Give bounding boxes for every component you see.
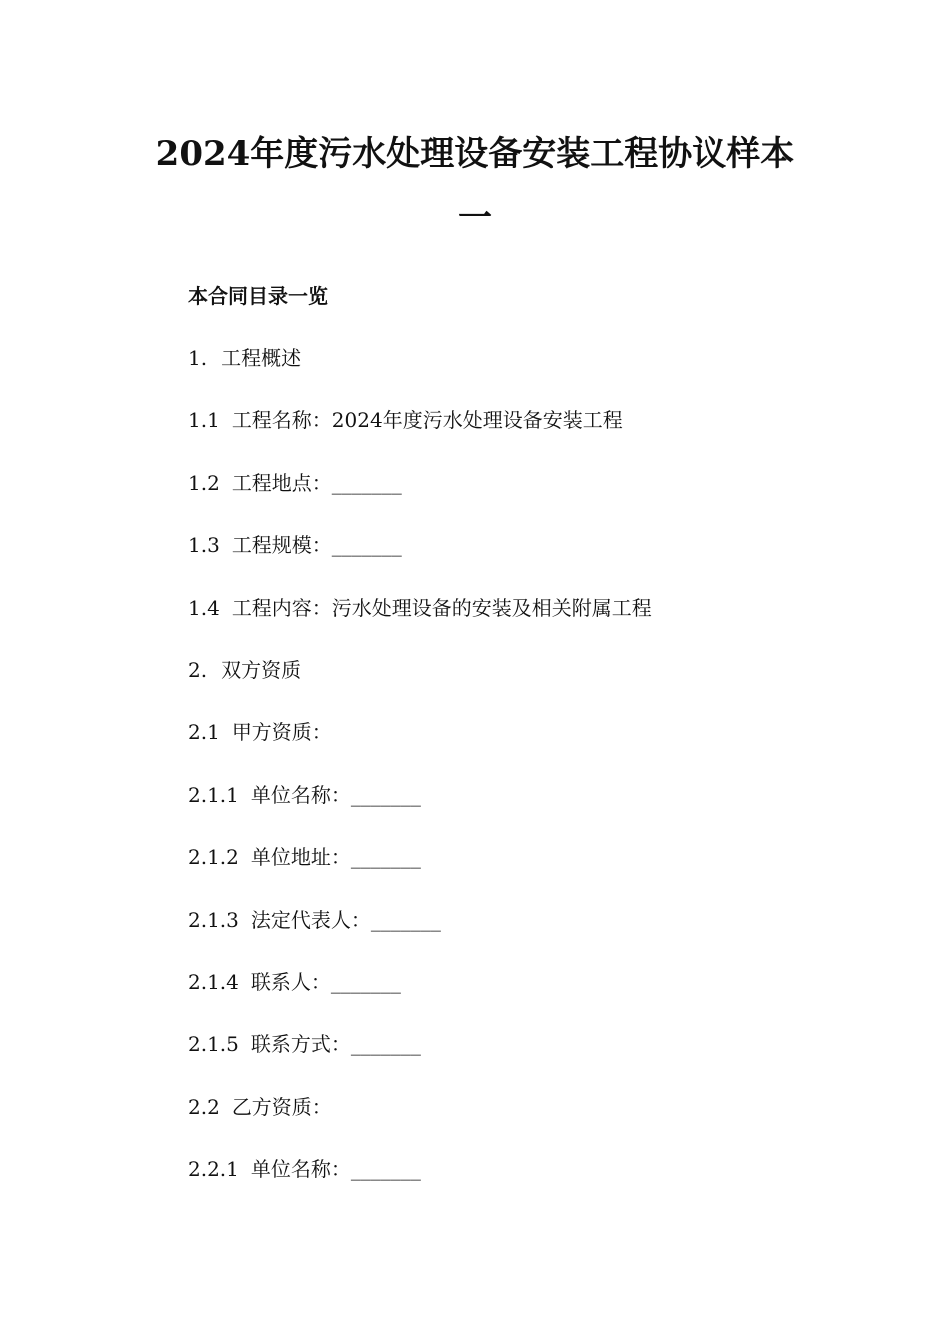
toc-item-1-1 — [188, 406, 652, 468]
toc-item-number: 2.1.2 — [188, 845, 239, 870]
toc-item-2-2-1 — [188, 1155, 652, 1217]
toc-item-number: 1.4 — [188, 595, 220, 620]
toc-item-text: 单位名称：_______ — [250, 1157, 421, 1182]
toc-item-number: 2.1.4 — [188, 969, 239, 994]
toc-item-text: 工程概述 — [221, 346, 302, 370]
toc-item-text: 工程地点：_______ — [231, 470, 402, 495]
toc-item-number: 2.2.1 — [188, 1157, 239, 1182]
toc-item-1-3 — [188, 531, 652, 593]
toc-item-number: 1.3 — [188, 533, 220, 558]
toc-item-number: 1. — [188, 346, 208, 370]
toc-heading: 本合同目录一览 — [188, 284, 328, 308]
toc-item-2-1-1 — [188, 781, 652, 843]
toc-item-1 — [188, 344, 652, 406]
toc-item-2-1-5 — [188, 1030, 652, 1092]
toc-item-text: 工程规模：_______ — [231, 533, 402, 558]
toc-item-1-4 — [188, 594, 652, 656]
toc-item-2-1-3 — [188, 906, 652, 968]
toc-item-1-2 — [188, 469, 652, 531]
toc-item-number: 2.1.3 — [188, 907, 239, 932]
toc-item-number: 2.1 — [188, 720, 220, 745]
toc-item-number: 2.2 — [188, 1094, 220, 1119]
toc-item-2-1-2 — [188, 843, 652, 905]
toc-item-text: 双方资质 — [221, 657, 302, 682]
toc-item-text: 单位地址：_______ — [250, 845, 421, 870]
toc-item-number: 2.1.1 — [188, 782, 239, 807]
toc-item-text: 联系人：_______ — [250, 969, 401, 994]
toc-item-text: 单位名称：_______ — [250, 782, 421, 807]
toc-item-2-1 — [188, 718, 652, 780]
table-of-contents — [188, 344, 652, 1217]
toc-item-number: 1.2 — [188, 470, 220, 495]
toc-item-number: 2.1.5 — [188, 1032, 239, 1057]
toc-item-text: 乙方资质： — [231, 1094, 332, 1119]
toc-item-text: 法定代表人：_______ — [250, 907, 441, 932]
toc-item-text: 联系方式：_______ — [250, 1032, 421, 1057]
toc-item-text: 甲方资质： — [231, 720, 332, 745]
document-title-continuation: 一 — [458, 198, 492, 238]
toc-item-text: 工程名称：2024年度污水处理设备安装工程 — [231, 408, 623, 433]
toc-item-number: 1.1 — [188, 408, 220, 433]
toc-item-number: 2. — [188, 657, 208, 682]
toc-item-2 — [188, 656, 652, 718]
toc-item-2-1-4 — [188, 968, 652, 1030]
toc-item-2-2 — [188, 1093, 652, 1155]
document-title: 2024年度污水处理设备安装工程协议样本 — [155, 134, 795, 174]
toc-item-text: 工程内容：污水处理设备的安装及相关附属工程 — [231, 595, 652, 620]
